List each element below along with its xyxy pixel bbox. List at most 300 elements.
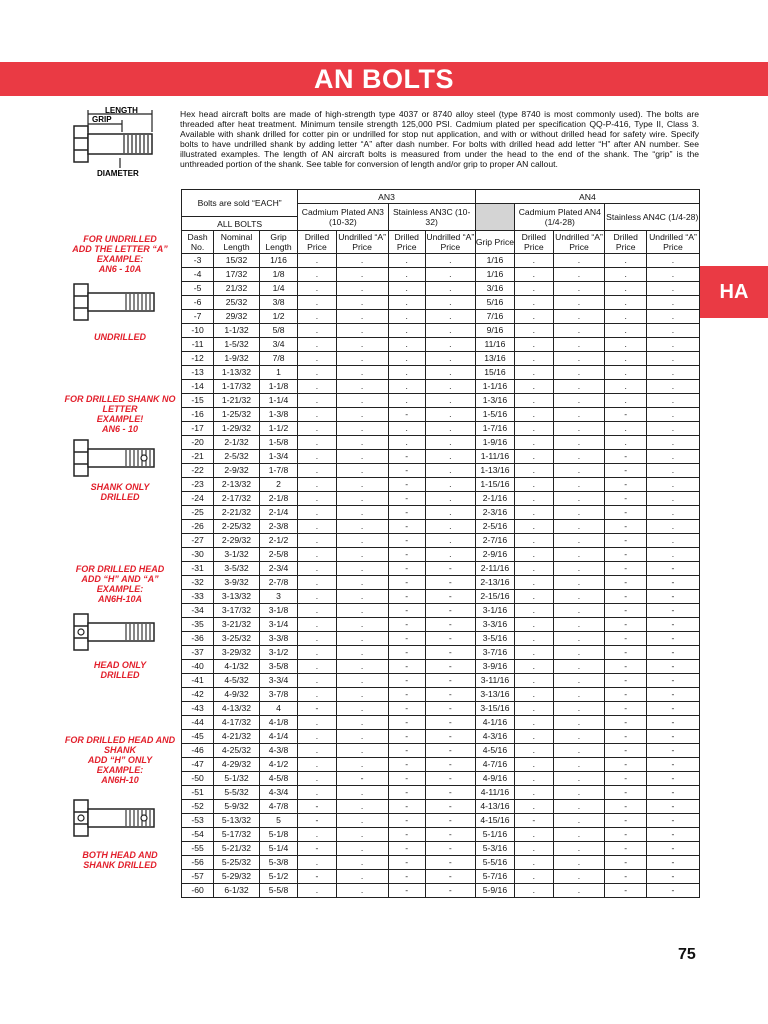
table-cell: 3-9/32: [214, 576, 260, 590]
table-cell: .: [646, 492, 699, 506]
table-cell: 2: [259, 478, 297, 492]
table-cell: .: [553, 604, 605, 618]
table-cell: .: [646, 478, 699, 492]
table-cell: .: [515, 310, 553, 324]
table-cell: 2-3/8: [259, 520, 297, 534]
table-cell: .: [515, 436, 553, 450]
caption-shank-drilled: [58, 482, 182, 502]
note-caption: SHANK DRILLED: [83, 860, 157, 870]
table-row: [182, 520, 700, 534]
table-row: [182, 492, 700, 506]
table-cell: .: [515, 576, 553, 590]
table-cell: -11: [182, 338, 214, 352]
note-line: ADD “H” AND “A”: [81, 574, 159, 584]
table-cell: 1-7/8: [259, 464, 297, 478]
table-cell: .: [298, 366, 336, 380]
table-cell: 1/16: [475, 268, 514, 282]
table-cell: -: [425, 758, 475, 772]
table-cell: .: [298, 758, 336, 772]
table-cell: 3-15/16: [475, 702, 514, 716]
table-cell: .: [425, 534, 475, 548]
column-header: Dash No.: [182, 231, 214, 254]
table-cell: -35: [182, 618, 214, 632]
table-cell: -: [605, 506, 647, 520]
table-cell: 1-9/32: [214, 352, 260, 366]
table-row: [182, 576, 700, 590]
table-cell: 5-5/16: [475, 856, 514, 870]
table-cell: 5-1/16: [475, 828, 514, 842]
table-row: [182, 282, 700, 296]
table-cell: -: [605, 688, 647, 702]
table-cell: 2-21/32: [214, 506, 260, 520]
table-cell: 1-17/32: [214, 380, 260, 394]
table-cell: .: [336, 702, 388, 716]
table-cell: 2-1/2: [259, 534, 297, 548]
table-cell: 4-7/8: [259, 800, 297, 814]
table-cell: -: [425, 772, 475, 786]
table-cell: 5-5/32: [214, 786, 260, 800]
table-cell: -: [388, 828, 425, 842]
table-cell: .: [553, 842, 605, 856]
table-cell: -: [388, 562, 425, 576]
table-cell: .: [425, 324, 475, 338]
table-row: [182, 408, 700, 422]
table-cell: .: [425, 394, 475, 408]
table-cell: 4-1/4: [259, 730, 297, 744]
table-cell: .: [646, 436, 699, 450]
table-cell: .: [336, 562, 388, 576]
table-cell: .: [553, 520, 605, 534]
table-cell: -: [298, 800, 336, 814]
table-cell: .: [553, 450, 605, 464]
table-cell: -: [425, 716, 475, 730]
table-cell: -14: [182, 380, 214, 394]
table-cell: 2-13/32: [214, 478, 260, 492]
bolt-head-shape: [74, 126, 88, 162]
table-cell: .: [515, 492, 553, 506]
table-cell: -: [388, 758, 425, 772]
table-cell: .: [336, 254, 388, 268]
table-cell: 3-7/16: [475, 646, 514, 660]
table-cell: -: [425, 604, 475, 618]
table-cell: .: [553, 660, 605, 674]
table-cell: 5-1/32: [214, 772, 260, 786]
table-cell: .: [553, 884, 605, 898]
table-cell: -37: [182, 646, 214, 660]
table-cell: -43: [182, 702, 214, 716]
note-line: AN6H-10A: [97, 594, 142, 604]
table-cell: 1-21/32: [214, 394, 260, 408]
table-cell: .: [605, 282, 647, 296]
table-cell: .: [605, 394, 647, 408]
table-cell: .: [553, 772, 605, 786]
table-cell: -: [605, 744, 647, 758]
table-cell: .: [515, 478, 553, 492]
table-cell: .: [336, 814, 388, 828]
table-cell: .: [553, 814, 605, 828]
table-cell: .: [336, 786, 388, 800]
table-cell: 3-3/16: [475, 618, 514, 632]
table-cell: .: [515, 408, 553, 422]
table-cell: .: [298, 352, 336, 366]
table-cell: .: [336, 352, 388, 366]
table-cell: -: [646, 632, 699, 646]
column-header: Drilled Price: [605, 231, 647, 254]
table-cell: .: [515, 730, 553, 744]
an3-cadmium-header: Cadmium Plated AN3 (10-32): [298, 204, 388, 231]
table-cell: .: [298, 688, 336, 702]
table-cell: .: [388, 324, 425, 338]
table-cell: 17/32: [214, 268, 260, 282]
table-cell: 1-9/16: [475, 436, 514, 450]
table-cell: 3/16: [475, 282, 514, 296]
table-cell: -: [388, 716, 425, 730]
caption-head-and-shank-drilled: [58, 850, 182, 870]
table-cell: 4-1/16: [475, 716, 514, 730]
table-cell: -: [515, 814, 553, 828]
table-cell: 4-1/8: [259, 716, 297, 730]
table-cell: 2-1/4: [259, 506, 297, 520]
table-cell: -: [605, 590, 647, 604]
table-cell: -: [388, 730, 425, 744]
table-cell: -: [646, 604, 699, 618]
diameter-label: DIAMETER: [97, 169, 139, 178]
table-cell: .: [336, 436, 388, 450]
column-header: Undrilled “A” Price: [553, 231, 605, 254]
table-cell: -47: [182, 758, 214, 772]
table-cell: -: [646, 814, 699, 828]
table-cell: -: [646, 730, 699, 744]
table-cell: -: [646, 828, 699, 842]
table-cell: .: [515, 254, 553, 268]
table-cell: -: [388, 702, 425, 716]
table-cell: -: [605, 576, 647, 590]
table-cell: -: [388, 478, 425, 492]
table-cell: 1-5/8: [259, 436, 297, 450]
table-cell: -: [646, 562, 699, 576]
table-cell: .: [425, 422, 475, 436]
table-cell: -16: [182, 408, 214, 422]
table-cell: 2-9/16: [475, 548, 514, 562]
table-cell: 5-1/2: [259, 870, 297, 884]
table-cell: 3-21/32: [214, 618, 260, 632]
table-cell: -: [605, 534, 647, 548]
table-cell: .: [425, 548, 475, 562]
table-row: [182, 548, 700, 562]
table-cell: 3-1/8: [259, 604, 297, 618]
table-cell: 4-3/16: [475, 730, 514, 744]
section-tab[interactable]: HA: [700, 266, 768, 318]
table-cell: .: [336, 282, 388, 296]
table-cell: 3-13/16: [475, 688, 514, 702]
table-cell: -: [425, 856, 475, 870]
table-cell: -: [646, 646, 699, 660]
table-cell: -: [646, 884, 699, 898]
table-cell: 3-17/32: [214, 604, 260, 618]
table-cell: 4-1/2: [259, 758, 297, 772]
table-cell: .: [553, 296, 605, 310]
table-cell: .: [336, 688, 388, 702]
note-line: EXAMPLE:: [96, 254, 144, 264]
table-cell: -3: [182, 254, 214, 268]
table-cell: 4-13/16: [475, 800, 514, 814]
table-cell: -26: [182, 520, 214, 534]
table-cell: .: [388, 296, 425, 310]
table-cell: 2-25/32: [214, 520, 260, 534]
table-cell: .: [425, 254, 475, 268]
table-cell: .: [515, 870, 553, 884]
table-cell: 5-17/32: [214, 828, 260, 842]
table-cell: .: [298, 492, 336, 506]
table-row: [182, 534, 700, 548]
table-cell: .: [646, 366, 699, 380]
table-cell: 21/32: [214, 282, 260, 296]
table-cell: .: [388, 338, 425, 352]
table-cell: -: [605, 702, 647, 716]
table-cell: .: [336, 744, 388, 758]
table-cell: .: [298, 296, 336, 310]
table-cell: -: [388, 534, 425, 548]
table-cell: -: [605, 786, 647, 800]
an4-header: AN4: [475, 190, 699, 204]
table-cell: 2-11/16: [475, 562, 514, 576]
table-cell: .: [298, 618, 336, 632]
table-cell: .: [553, 338, 605, 352]
bolt-shank-shape: [88, 134, 152, 154]
table-cell: 5-9/16: [475, 884, 514, 898]
table-cell: .: [336, 674, 388, 688]
note-line: ADD “H” ONLY: [87, 755, 153, 765]
table-cell: .: [553, 352, 605, 366]
table-cell: -: [388, 772, 425, 786]
table-cell: .: [425, 450, 475, 464]
table-cell: -: [388, 646, 425, 660]
table-cell: -: [646, 856, 699, 870]
table-cell: -15: [182, 394, 214, 408]
table-cell: -12: [182, 352, 214, 366]
table-cell: -: [605, 646, 647, 660]
intro-paragraph: Hex head aircraft bolts are made of high-strength type 4037 or 8740 alloy steel (type 8740 is most commonly used). The bolts are threaded after heat treatment. Minimum tensile strength 125,000 PSI. Cadmium plated per specification QQ-P-416, Type II, Class 3. Available with shank drilled for cotter pin or undrilled for stop nut application, and with or without drilled head for safety wire. Specify bolts to have undrilled shank by adding letter “A” after dash number. For bolts with drilled head add letter “H” after AN number. See illustrated examples. The length of AN aircraft bolts is measured from under the head to the end of the shank. The “grip” is the unthreaded portion of the shank. See table for conversion of length and/or grip to proper AN callout.: [180, 109, 699, 170]
table-row: [182, 828, 700, 842]
an3-stainless-header: Stainless AN3C (10-32): [388, 204, 475, 231]
table-cell: 2-15/16: [475, 590, 514, 604]
table-cell: .: [298, 380, 336, 394]
table-cell: 1/16: [475, 254, 514, 268]
table-cell: -: [605, 842, 647, 856]
table-cell: 2-3/4: [259, 562, 297, 576]
table-cell: 3-5/8: [259, 660, 297, 674]
table-cell: .: [553, 492, 605, 506]
table-cell: .: [388, 366, 425, 380]
table-cell: .: [425, 436, 475, 450]
table-cell: 4-11/16: [475, 786, 514, 800]
table-cell: .: [553, 282, 605, 296]
table-cell: .: [515, 450, 553, 464]
table-cell: 5-1/8: [259, 828, 297, 842]
table-cell: 5: [259, 814, 297, 828]
table-cell: .: [298, 562, 336, 576]
table-cell: -: [298, 814, 336, 828]
note-line: EXAMPLE!: [96, 414, 144, 424]
table-row: [182, 590, 700, 604]
table-cell: .: [298, 772, 336, 786]
table-cell: -: [425, 562, 475, 576]
table-cell: .: [553, 534, 605, 548]
table-cell: .: [553, 786, 605, 800]
table-cell: .: [336, 296, 388, 310]
table-cell: .: [646, 296, 699, 310]
table-row: [182, 296, 700, 310]
table-cell: .: [425, 338, 475, 352]
table-cell: 4-9/16: [475, 772, 514, 786]
table-cell: .: [553, 674, 605, 688]
table-cell: 5-3/8: [259, 856, 297, 870]
table-row: [182, 310, 700, 324]
table-cell: -: [605, 730, 647, 744]
table-cell: -: [388, 618, 425, 632]
table-cell: -: [425, 590, 475, 604]
table-cell: -: [388, 870, 425, 884]
table-cell: -: [425, 884, 475, 898]
table-cell: -5: [182, 282, 214, 296]
table-cell: -44: [182, 716, 214, 730]
table-cell: .: [515, 884, 553, 898]
table-cell: .: [336, 828, 388, 842]
table-cell: -: [646, 870, 699, 884]
table-cell: .: [336, 730, 388, 744]
table-cell: .: [553, 310, 605, 324]
table-cell: .: [553, 688, 605, 702]
table-cell: .: [298, 338, 336, 352]
an4-stainless-header: Stainless AN4C (1/4-28): [605, 204, 700, 231]
table-cell: .: [298, 422, 336, 436]
table-cell: .: [336, 380, 388, 394]
table-cell: .: [515, 702, 553, 716]
table-cell: -: [605, 716, 647, 730]
table-cell: .: [605, 254, 647, 268]
table-row: [182, 268, 700, 282]
note-line: LETTER: [102, 404, 138, 414]
table-cell: 1-15/16: [475, 478, 514, 492]
table-cell: 2-17/32: [214, 492, 260, 506]
table-cell: .: [553, 576, 605, 590]
table-cell: .: [515, 828, 553, 842]
table-cell: .: [336, 324, 388, 338]
table-cell: -23: [182, 478, 214, 492]
table-cell: .: [646, 352, 699, 366]
table-cell: -42: [182, 688, 214, 702]
table-cell: 1-1/4: [259, 394, 297, 408]
table-cell: 5/8: [259, 324, 297, 338]
table-cell: -: [605, 604, 647, 618]
an4-cadmium-header: Cadmium Plated AN4 (1/4-28): [515, 204, 605, 231]
page-number: 75: [678, 946, 696, 963]
table-cell: .: [605, 380, 647, 394]
table-cell: .: [553, 436, 605, 450]
column-header: Drilled Price: [298, 231, 336, 254]
table-cell: .: [515, 800, 553, 814]
table-cell: .: [388, 352, 425, 366]
table-cell: -: [425, 814, 475, 828]
table-cell: 2-5/8: [259, 548, 297, 562]
table-cell: .: [425, 408, 475, 422]
table-cell: .: [646, 534, 699, 548]
table-cell: .: [388, 422, 425, 436]
table-row: [182, 842, 700, 856]
table-cell: .: [553, 408, 605, 422]
table-row: [182, 786, 700, 800]
table-cell: 3/4: [259, 338, 297, 352]
table-row: [182, 338, 700, 352]
table-cell: .: [336, 870, 388, 884]
note-caption: HEAD ONLY: [93, 660, 147, 670]
table-cell: 11/16: [475, 338, 514, 352]
table-row: [182, 884, 700, 898]
table-cell: -52: [182, 800, 214, 814]
table-cell: 3-1/2: [259, 646, 297, 660]
table-cell: 1-1/32: [214, 324, 260, 338]
table-cell: .: [515, 548, 553, 562]
table-cell: .: [553, 380, 605, 394]
table-cell: 1/8: [259, 268, 297, 282]
table-cell: 1-1/8: [259, 380, 297, 394]
table-cell: 4-5/8: [259, 772, 297, 786]
table-cell: .: [336, 660, 388, 674]
note-line: EXAMPLE:: [96, 765, 144, 775]
table-cell: .: [336, 478, 388, 492]
table-cell: -32: [182, 576, 214, 590]
table-cell: -: [605, 772, 647, 786]
note-line: FOR DRILLED SHANK NO: [64, 394, 176, 404]
table-row: [182, 394, 700, 408]
table-cell: .: [298, 478, 336, 492]
table-cell: .: [515, 842, 553, 856]
note-line: FOR DRILLED HEAD: [75, 564, 165, 574]
table-cell: .: [336, 450, 388, 464]
table-cell: .: [646, 282, 699, 296]
table-cell: 5-25/32: [214, 856, 260, 870]
table-cell: .: [553, 716, 605, 730]
table-cell: -: [425, 646, 475, 660]
table-cell: .: [336, 310, 388, 324]
table-cell: 5/16: [475, 296, 514, 310]
table-cell: .: [388, 380, 425, 394]
table-cell: 3: [259, 590, 297, 604]
table-cell: .: [553, 562, 605, 576]
table-cell: -10: [182, 324, 214, 338]
table-cell: 4-15/16: [475, 814, 514, 828]
table-cell: .: [553, 590, 605, 604]
table-cell: -: [425, 618, 475, 632]
table-cell: .: [336, 646, 388, 660]
table-cell: .: [515, 520, 553, 534]
table-cell: -22: [182, 464, 214, 478]
table-cell: .: [298, 828, 336, 842]
table-cell: .: [646, 310, 699, 324]
table-cell: -: [336, 772, 388, 786]
table-row: [182, 366, 700, 380]
grip-label: GRIP: [92, 115, 112, 124]
table-cell: .: [298, 324, 336, 338]
table-cell: .: [605, 422, 647, 436]
table-cell: .: [605, 310, 647, 324]
table-cell: 1-3/4: [259, 450, 297, 464]
table-cell: .: [515, 282, 553, 296]
column-header: Undrilled “A” Price: [426, 232, 475, 252]
column-header-row: [182, 231, 700, 254]
table-cell: .: [553, 758, 605, 772]
column-header: Undrilled “A” Price: [336, 231, 388, 254]
